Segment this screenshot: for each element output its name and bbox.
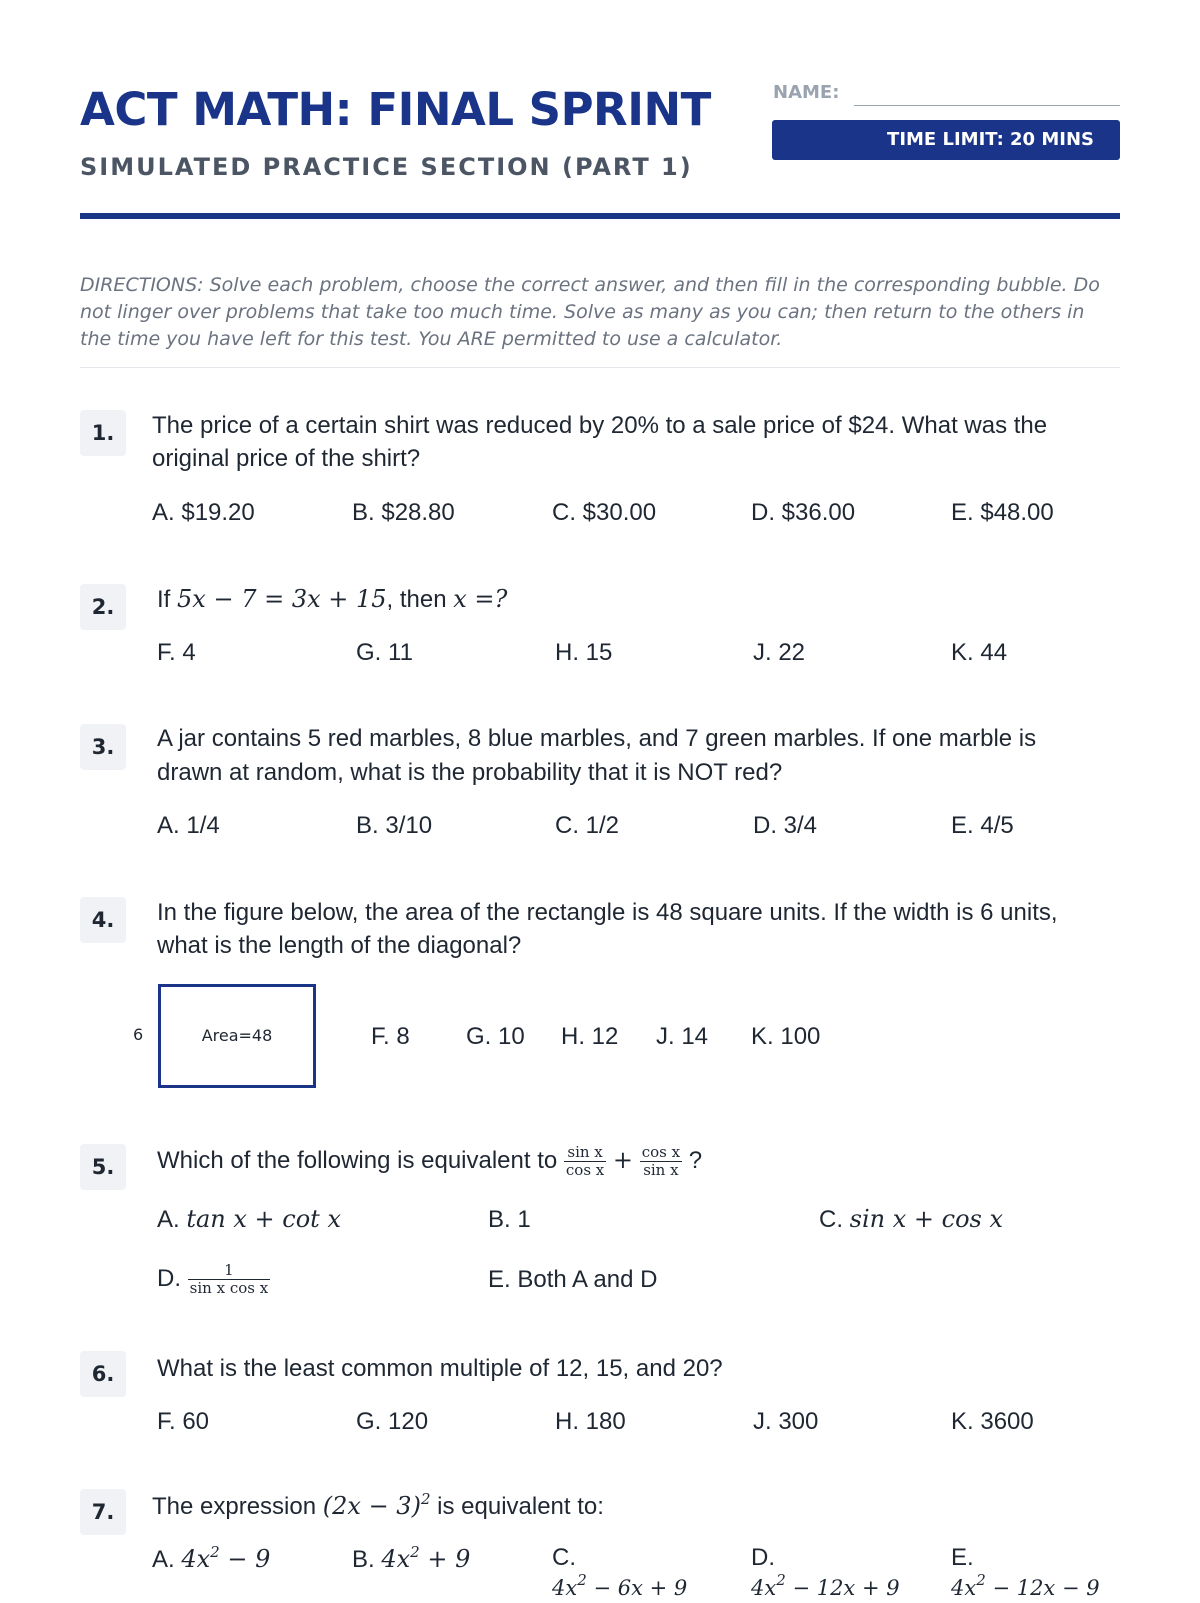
question-text-line: A jar contains 5 red marbles, 8 blue marbles, and 7 green marbles. If one marble is xyxy=(157,725,1037,752)
fraction: $\frac{\text{cos x}}{\text{sin x}}$ xyxy=(641,1143,681,1180)
answer-option-a[interactable]: A. tan x + cot x xyxy=(157,1205,341,1233)
rectangle-figure xyxy=(158,984,316,1088)
question-text: If 5x − 7 = 3x + 15, then x =? xyxy=(157,585,508,613)
answer-option-g[interactable]: G. 120 xyxy=(356,1408,429,1435)
question-text-line: original price of the shirt? xyxy=(152,445,421,472)
answer-option-f[interactable]: F. 4 xyxy=(157,639,196,666)
answer-option-d[interactable]: D. $\frac{1}{\text{sin x cos x}}$ xyxy=(157,1261,269,1298)
answer-option-b[interactable]: B. $28.80 xyxy=(352,499,455,526)
equation-unknown: x =? xyxy=(453,585,508,613)
answer-option-h[interactable]: H. 180 xyxy=(555,1408,626,1435)
expression: $(2x - 3)^2$ xyxy=(322,1490,431,1520)
page-title: ACT MATH: FINAL SPRINT xyxy=(80,83,711,136)
question-number: 6. xyxy=(80,1351,126,1397)
answer-option-f[interactable]: F. 60 xyxy=(157,1408,210,1435)
answer-option-k[interactable]: K. 100 xyxy=(751,1023,821,1050)
answer-option-j[interactable]: J. 14 xyxy=(656,1023,709,1050)
question-number: 1. xyxy=(80,410,126,456)
answer-option-c[interactable]: C. sin x + cos x xyxy=(819,1205,1004,1233)
answer-option-e[interactable]: E. 4/5 xyxy=(951,812,1014,839)
answer-option-g[interactable]: G. 10 xyxy=(466,1023,525,1050)
question-text: Which of the following is equivalent to $\frac{\text{sin x}}{\text{cos x}}$ + $\frac{\text{cos x}}{\text{sin x}}$ ? xyxy=(157,1143,703,1180)
answer-option-d[interactable]: D. $4x^2 - 12x + 9$ xyxy=(751,1544,900,1600)
answer-option-e[interactable]: E. Both A and D xyxy=(488,1266,658,1293)
header-divider xyxy=(80,213,1120,219)
answer-option-c[interactable]: C. 1/2 xyxy=(555,812,620,839)
answer-option-k[interactable]: K. 3600 xyxy=(951,1408,1034,1435)
answer-option-j[interactable]: J. 22 xyxy=(753,639,806,666)
answer-option-f[interactable]: F. 8 xyxy=(371,1023,410,1050)
question-text-line: The price of a certain shirt was reduced by 20% to a sale price of $24. What was the xyxy=(152,412,1048,439)
answer-option-b[interactable]: B. $4x^2 + 9$ xyxy=(352,1543,471,1573)
answer-option-a[interactable]: A. 1/4 xyxy=(157,812,220,839)
question-text: What is the least common multiple of 12, 15, and 20? xyxy=(157,1355,723,1382)
name-label: NAME: xyxy=(773,82,840,103)
answer-option-b[interactable]: B. 3/10 xyxy=(356,812,433,839)
answer-option-h[interactable]: H. 12 xyxy=(561,1023,619,1050)
answer-option-j[interactable]: J. 300 xyxy=(753,1408,819,1435)
time-limit-badge: TIME LIMIT: 20 MINS xyxy=(772,120,1120,160)
question-text: The expression $(2x - 3)^2$ is equivalent to: xyxy=(152,1490,604,1520)
fraction: $\frac{1}{\text{sin x cos x}}$ xyxy=(189,1261,269,1298)
rectangle-area-label: Area=48 xyxy=(201,1026,273,1045)
answer-option-b[interactable]: B. 1 xyxy=(488,1206,531,1233)
question-number: 4. xyxy=(80,897,126,943)
answer-option-d[interactable]: D. 3/4 xyxy=(753,812,818,839)
answer-option-h[interactable]: H. 15 xyxy=(555,639,613,666)
answer-option-e[interactable]: E. $4x^2 - 12x - 9$ xyxy=(951,1544,1100,1600)
directions-text: DIRECTIONS: Solve each problem, choose the correct answer, and then fill in the corresponding bubble. Do not linger over problems that take too much time. Solve as many as you can; then return to the others in the time you have left for this test. You ARE permitted to use a calculator. xyxy=(80,274,1100,350)
fraction: $\frac{\text{sin x}}{\text{cos x}}$ xyxy=(565,1143,605,1180)
question-text-line: drawn at random, what is the probability that it is NOT red? xyxy=(157,759,783,786)
question-number: 5. xyxy=(80,1144,126,1190)
question-text-line: In the figure below, the area of the rectangle is 48 square units. If the width is 6 units, xyxy=(157,899,1058,926)
answer-option-a[interactable]: A. $19.20 xyxy=(152,499,255,526)
question-number: 7. xyxy=(80,1489,126,1535)
answer-option-c[interactable]: C. $30.00 xyxy=(552,499,657,526)
page-subtitle: SIMULATED PRACTICE SECTION (PART 1) xyxy=(80,153,693,181)
question-number: 2. xyxy=(80,584,126,630)
question-text-line: what is the length of the diagonal? xyxy=(157,932,522,959)
directions-divider xyxy=(80,367,1120,368)
name-field-line[interactable] xyxy=(854,105,1120,106)
question-number: 3. xyxy=(80,724,126,770)
answer-option-e[interactable]: E. $48.00 xyxy=(951,499,1054,526)
answer-option-k[interactable]: K. 44 xyxy=(951,639,1008,666)
answer-option-a[interactable]: A. $4x^2 - 9$ xyxy=(152,1543,271,1573)
rectangle-width-label: 6 xyxy=(133,1025,144,1044)
answer-option-d[interactable]: D. $36.00 xyxy=(751,499,856,526)
answer-option-g[interactable]: G. 11 xyxy=(356,639,413,666)
answer-option-c[interactable]: C. $4x^2 - 6x + 9$ xyxy=(552,1544,688,1600)
equation: 5x − 7 = 3x + 15 xyxy=(177,585,387,613)
